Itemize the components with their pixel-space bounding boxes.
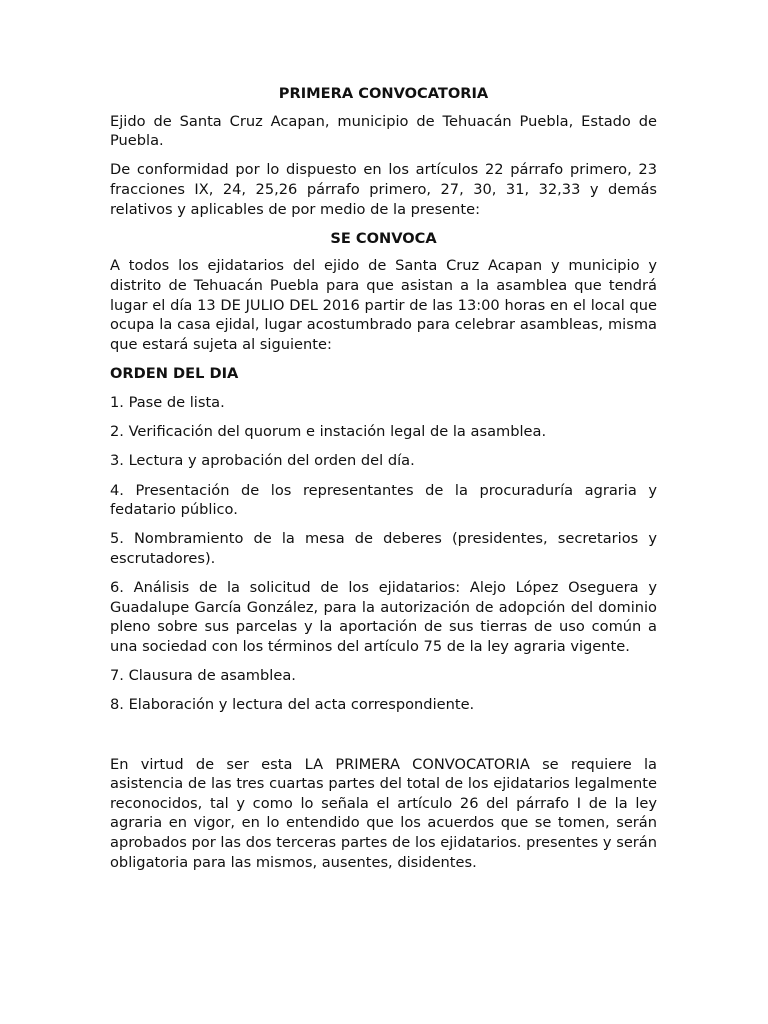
agenda-item-5: 5. Nombramiento de la mesa de deberes (presidentes, secretarios y escrutadores). <box>110 530 657 568</box>
blank-space <box>110 725 657 755</box>
closing-paragraph: En virtud de ser esta LA PRIMERA CONVOCATORIA se requiere la asistencia de las tres cuartas partes del total de los ejidatarios legalmente reconocidos, tal y como lo señala el artículo 26 del párrafo I de la ley agraria en vigor, en lo entendido que los acuerdos que se tomen, serán aprobados por las dos terceras partes de los ejidatarios. presentes y serán obligatoria para las mismos, ausentes, disidentes. <box>110 755 657 871</box>
convoca-heading: SE CONVOCA <box>330 229 437 247</box>
agenda-item-3: 3. Lectura y aprobación del orden del día. <box>110 452 415 470</box>
agenda-item-7: 7. Clausura de asamblea. <box>110 667 296 685</box>
call-paragraph: A todos los ejidatarios del ejido de Santa Cruz Acapan y municipio y distrito de Tehuacán Puebla para que asistan a la asamblea que tendrá lugar el día 13 DE JULIO DEL 2016 partir de las 13:00 horas en el local que ocupa la casa ejidal, lugar acostumbrado para celebrar asambleas, misma que estará sujeta al siguiente: <box>110 257 657 353</box>
agenda-item-6: 6. Análisis de la solicitud de los ejidatarios: Alejo López Oseguera y Guadalupe García González, para la autorización de adopción del dominio pleno sobre sus parcelas y la aportación de sus tierras de uso común a una sociedad con los términos del artículo 75 de la ley agraria vigente. <box>110 579 657 655</box>
agenda-item-1: 1. Pase de lista. <box>110 394 225 412</box>
agenda-item-8: 8. Elaboración y lectura del acta correspondiente. <box>110 696 475 714</box>
agenda-heading: ORDEN DEL DIA <box>110 364 239 382</box>
intro-paragraph: Ejido de Santa Cruz Acapan, municipio de Tehuacán Puebla, Estado de Puebla. <box>110 112 657 150</box>
document-page <box>110 84 657 882</box>
agenda-item-2: 2. Verificación del quorum e instación legal de la asamblea. <box>110 423 547 441</box>
document-title: PRIMERA CONVOCATORIA <box>278 85 489 102</box>
legal-basis-paragraph: De conformidad por lo dispuesto en los artículos 22 párrafo primero, 23 fracciones IX, 24, 25,26 párrafo primero, 27, 30, 31, 32,33 y demás relativos y aplicables de por medio de la presente: <box>110 161 657 218</box>
agenda-item-4: 4. Presentación de los representantes de la procuraduría agraria y fedatario público. <box>110 481 657 519</box>
